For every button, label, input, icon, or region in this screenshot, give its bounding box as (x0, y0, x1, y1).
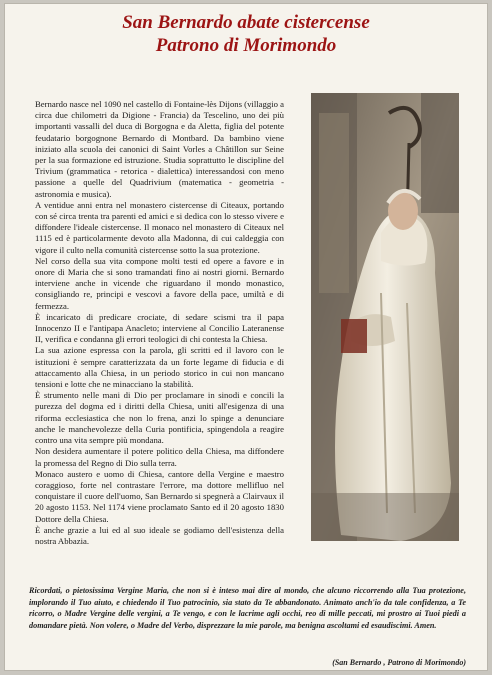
biography-text (35, 99, 284, 547)
paragraph: Nel corso della sua vita compone molti testi ed opere a favore e in onore di Maria che si sono tramandati fino ai nostri giorni. Bernardo interviene anche in vicende che riguardano il mondo monastico, consigliando re, principi e vescovi a favore della pace, umiltà e di fermezza. (35, 255, 284, 311)
title-line-1: San Bernardo abate cistercense (122, 12, 370, 33)
paragraph: È incaricato di predicare crociate, di sedare scismi tra il papa Innocenzo II e l'antipapa Anacleto; interviene al Concilio Lateranense II, verifica e condanna gli errori teologici di chi contesta la Chiesa. (35, 311, 284, 345)
paragraph: È strumento nelle mani di Dio per proclamare in sinodi e concili la purezza del dogma ed i diritti della Chiesa, uniti all'esigenza di una riforma ecclesiastica che non lo frena, anzi lo spinge a denunciare anche le manchevolezze della Curia pontificia, spingendola a reagire contro una vita sempre più mondana. (35, 390, 284, 446)
paragraph: Monaco austero e uomo di Chiesa, cantore della Vergine e maestro coraggioso, forte nel contrastare l'errore, ma dottore mellifluo nel conquistare il cuore dell'uomo, San Bernardo si spegnerà a Clairvaux il 20 agosto 1153. Nel 1174 viene proclamato Santo ed il 20 agosto 1830 Dottore della Chiesa. (35, 468, 284, 524)
prayer-source: (San Bernardo , Patrono di Morimondo) (332, 658, 466, 667)
paragraph: A ventidue anni entra nel monastero cistercense di Citeaux, portando con sé circa trenta tra parenti ed amici e si dedica con lo stesso vivere e diffondere l'ideale cistercense. Il monaco nel monastero di Citeaux nel 1115 ed è particolarmente devoto alla Madonna, di cui caldeggia con vigore il culto nella comunità cistercense sotto la sua protezione. (35, 199, 284, 255)
poster (4, 3, 488, 671)
paragraph: Non desidera aumentare il potere politico della Chiesa, ma diffondere la promessa del Regno di Dio sulla terra. (35, 446, 284, 468)
paragraph: È anche grazie a lui ed al suo ideale se godiamo dell'esistenza della nostra Abbazia. (35, 524, 284, 546)
painting-illustration (311, 93, 459, 541)
paragraph: Bernardo nasce nel 1090 nel castello di Fontaine-lès Dijons (villaggio a circa due chilometri da Digione - Francia) da Tescelino, uno dei più importanti vassalli del duca di Borgogna e da Aletta, figlia del potente feudatario borgognone Bernardo di Montbard. Da bambino viene iniziato alla scuola dei canonici di Saint Vorles a Châtillon sur Seine per la sua formazione ed istruzione. Studia soprattutto le discipline del Trivium (grammatica - retorica - dialettica) interessandosi con meno passione a quelle del Quadrivium (matematica - geometria - astronomia e musica). (35, 99, 284, 199)
page-title (4, 11, 488, 57)
title-line-2: Patrono di Morimondo (155, 35, 337, 56)
prayer-text: Ricordati, o pietosissima Vergine Maria, che non si è inteso mai dire al mondo, che alcuno riccorrendo alla Tua protezione, implorando il Tuo aiuto, e chiedendo il Tuo patrocinio, sia stato da Te abbandonato. Animato anch'io da tale confidenza, a Te ricorro, o Madre Vergine delle vergini, a Te vengo, e con le lacrime agli occhi, reo di mille peccati, mi prostro ai Tuoi piedi a domandare pietà. Non volere, o Madre del Verbo, disprezzare la mie parole, ma benigna ascoltami ed esaudiscimi. Amen. (29, 586, 466, 630)
saint-bernard-painting (311, 93, 459, 541)
paragraph: La sua azione espressa con la parola, gli scritti ed il lavoro con le istituzioni è sempre caratterizzata da un forte legame di fiducia e di attaccamento alla Chiesa, in un periodo storico in cui non mancano tensioni e lotte che ne minacciano la stabilità. (35, 345, 284, 390)
